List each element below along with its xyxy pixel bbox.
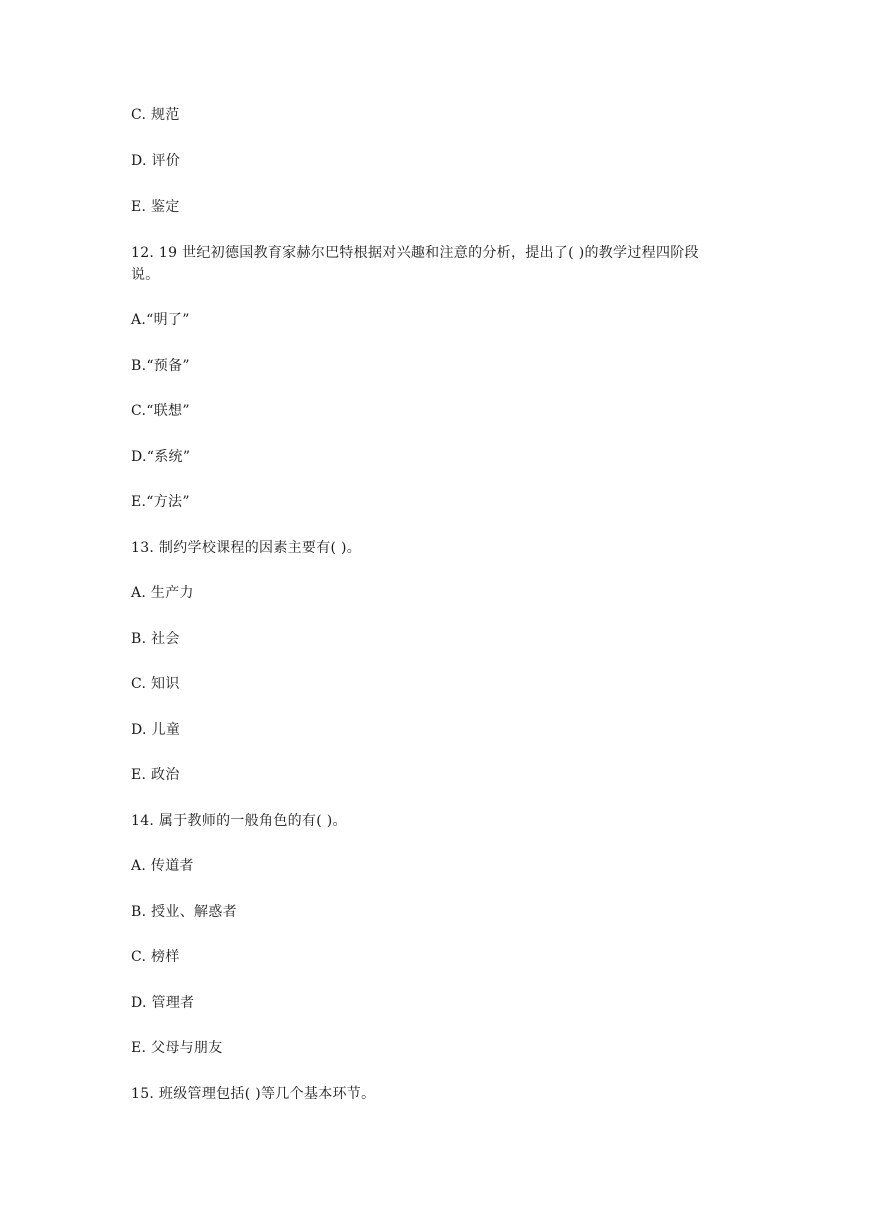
option-13d: D. 儿童 [131,722,181,738]
question-15: 15. 班级管理包括( )等几个基本环节。 [131,1086,376,1102]
option-13a: A. 生产力 [131,585,194,601]
question-13: 13. 制约学校课程的因素主要有( )。 [131,540,362,556]
question-12: 12. 19 世纪初德国教育家赫尔巴特根据对兴趣和注意的分析，提出了( )的教学过程四阶段 [131,245,699,261]
option-11e: E. 鉴定 [131,199,180,215]
option-12d: D.“系统” [131,449,191,465]
option-12b: B.“预备” [131,358,190,374]
question-14: 14. 属于教师的一般角色的有( )。 [131,813,347,829]
option-14c: C. 榜样 [131,949,180,965]
option-14a: A. 传道者 [131,858,194,874]
option-13b: B. 社会 [131,631,180,647]
option-12e: E.“方法” [131,494,190,510]
option-14d: D. 管理者 [131,995,195,1011]
option-13c: C. 知识 [131,676,180,692]
option-12c: C.“联想” [131,403,190,419]
option-14e: E. 父母与朋友 [131,1040,223,1056]
question-12-continuation: 说。 [131,267,160,283]
option-14b: B. 授业、解惑者 [131,904,237,920]
option-11c: C. 规范 [131,107,180,123]
option-12a: A.“明了” [131,312,190,328]
option-13e: E. 政治 [131,767,180,783]
option-11d: D. 评价 [131,153,181,169]
